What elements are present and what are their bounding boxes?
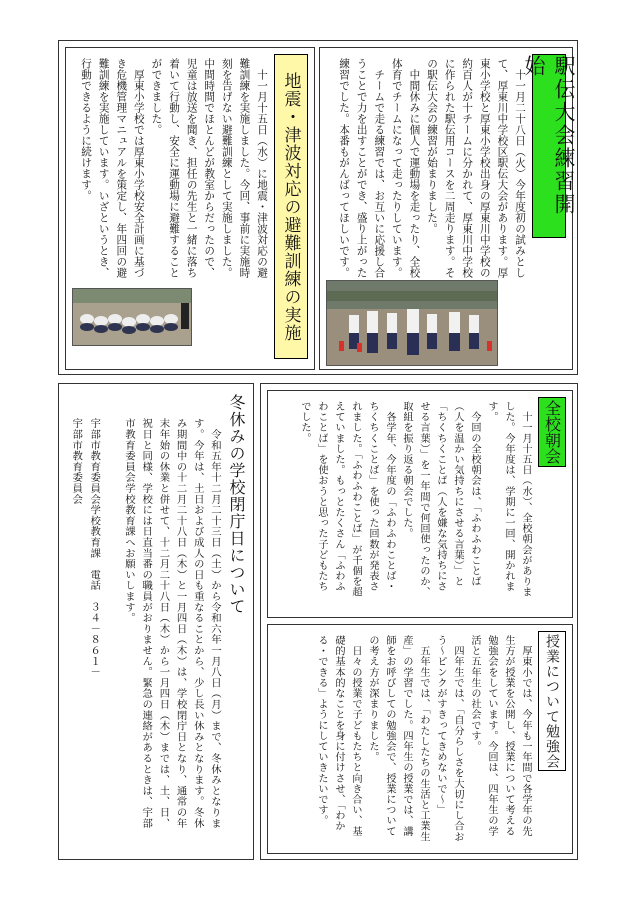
benkyou-title: 授業について勉強会 <box>538 631 566 771</box>
heikan-body: 令和五年十二月二十三日（土）から令和六年一月八日（月）まで、冬休みとなります。今年は、土日および成人の日も重なることから、少し長い休みとなります。冬休み期間中の十二月二十八日（木）と一月四日（木）は、学校閉庁日となり、通常の年末年始の休業と併せて、十二月二十八日（木）から一月四日（木）までは、土、日、祝日と同様、学校には日直当番の職員がおりません。緊急の連絡があるときは、宇部市教育委員会学校教育課へお願いします。 <box>122 418 221 829</box>
hinan-title: 地震・津波対応の避難訓練の実施 <box>274 54 308 359</box>
heikan-contact-org: 宇部市教育委員会 <box>70 418 83 505</box>
ekiden-article <box>319 47 576 370</box>
ekiden-title: 駅伝大会練習開始 <box>532 54 566 238</box>
bottom-right-panel <box>260 383 578 860</box>
ekiden-photo <box>326 280 498 366</box>
choukai-title: 全校朝会 <box>538 397 566 467</box>
hinan-body: 十一月十五日（水）に地震・津波対応の避難訓練を実施しました。今回、事前に実施時刻を告げない避難訓練として実施しました。中間時間でほとんどが教室からだったので、児童は放送を聞き、担任の先生と一緒に落ち着いて行動し、安全に運動場に避難することができました。 厚東小学校では厚東小学校安全計画に基づき危機管理マニュアルを策定し、年四回の避難訓練を実施しています。いざというとき、行動できるように続けます。 <box>80 58 268 278</box>
ekiden-body: 十一月二十八日（火）今年度初の試みとして、厚東川中学校区駅伝大会があります。厚東小学校と厚東小学校出身の厚東川中学校の約百人が十チームに分かれて、厚東川中学校に作られた駅伝用コースを二周走ります。その駅伝大会の練習が始まりました。 中間休みに個人で運動場を走ったり、全校体育でチームになって走ったりしています。 チームで走る練習では、お互いに応援し合うことで力を出すことができ、盛り上がった練習でした。本番もがんばってほしいです。 <box>338 58 526 278</box>
choukai-body: 十一月十五日（水）、全校朝会がありました。今年度は、学期に一回、開かれます。 今回の全校朝会は、「ふわふわことば（人を温かい気持ちにさせる言葉）」と「ちくちくことば（人を嫌な気持ちにさせる言葉）」を一年間で何回使ったのか、取組を振り返る朝会でした。 各学年、今年度の「ふわふわことば・ちくちくことば」を使った回数が発表されました。「ふわふわことば」が千個を超えていました。もっとたくさん「ふわふわことば」を使おうと思った子どもたちでした。 <box>299 401 531 598</box>
top-panel <box>58 40 578 375</box>
heikan-title: 冬休みの学校閉庁日について <box>227 394 246 615</box>
newsletter-page <box>58 40 578 860</box>
hinan-article <box>65 47 315 370</box>
benkyou-article <box>267 624 573 854</box>
heikan-contact-line: 宇部市教育委員会学校教育課 電話 ３４－８６１－ <box>88 418 101 678</box>
choukai-article <box>267 390 573 618</box>
hinan-photo <box>72 288 192 346</box>
heikan-article <box>58 383 254 860</box>
benkyou-body: 厚東小では、今年も一年間で各学年の先生方が授業を公開し、授業について考える勉強会をしています。今回は、四年生の学活と五年生の社会です。 四年生では、「自分らしさを大切にし合おう～ピンクがすきってきめないで～」 五年生では、「わたしたちの生活と工業生産」の学習でした。四年生の授業では、講師をお呼びしての勉強会で、授業についての考え方が深まりました。 日々の授業で子どもたちと向き合い、基礎的基本的なことを身に付けさせ、「わかる・できる」ようにしていきたいです。 <box>316 635 531 842</box>
